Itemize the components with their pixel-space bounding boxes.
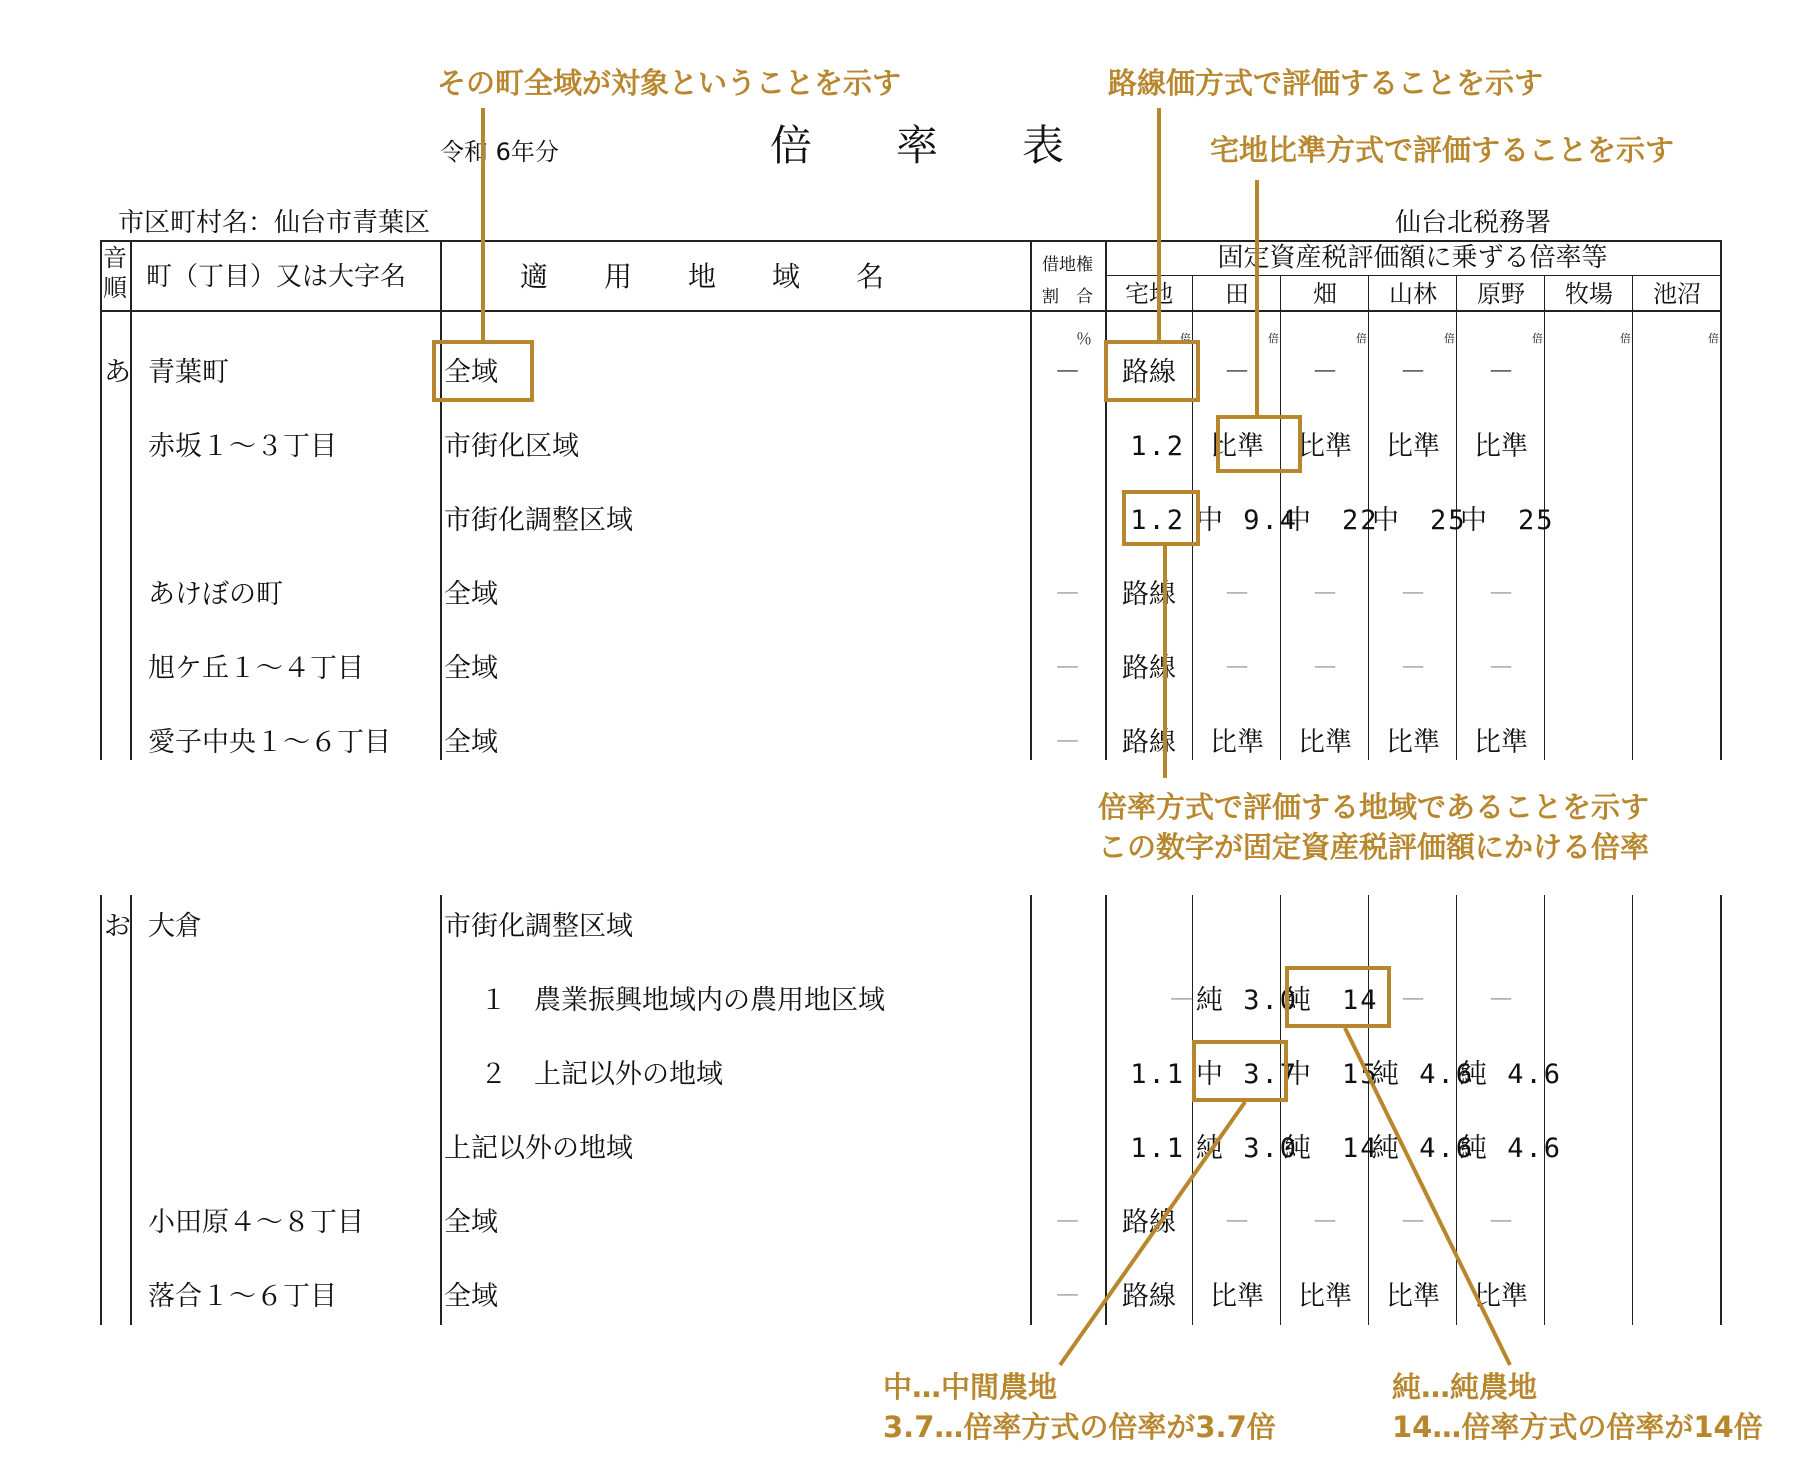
takuchi-value: 路線 bbox=[1122, 1281, 1176, 1312]
unit-bai: 倍 bbox=[1268, 332, 1279, 345]
hata-value: 純 14 bbox=[1284, 985, 1379, 1016]
sanrin-value: － bbox=[1399, 985, 1427, 1016]
unit-bai: 倍 bbox=[1532, 332, 1543, 345]
area-name: 市街化調整区域 bbox=[444, 505, 633, 536]
town-name: 旭ケ丘１～４丁目 bbox=[148, 653, 364, 684]
sanrin-value: 比準 bbox=[1386, 1281, 1440, 1312]
genya-value: － bbox=[1487, 1207, 1515, 1238]
leasehold-value: － bbox=[1054, 1207, 1081, 1238]
header-multiplier-group: 固定資産税評価額に乗ずる倍率等 bbox=[1217, 243, 1608, 273]
header-area: 適 用 地 域 名 bbox=[520, 260, 885, 293]
unit-bai: 倍 bbox=[1180, 332, 1191, 345]
area-name: １ 農業振興地域内の農用地区域 bbox=[480, 985, 885, 1016]
area-name: 全域 bbox=[444, 1281, 498, 1312]
annotation-rosen: 路線価方式で評価することを示す bbox=[1108, 66, 1544, 100]
sanrin-value: 中 25 bbox=[1372, 505, 1467, 536]
area-name: 上記以外の地域 bbox=[444, 1133, 633, 1164]
unit-bai: 倍 bbox=[1356, 332, 1367, 345]
leader-line-chu bbox=[1060, 1102, 1245, 1365]
header-bokujo: 牧場 bbox=[1565, 280, 1613, 308]
genya-value: 比準 bbox=[1474, 727, 1528, 758]
unit-bai: 倍 bbox=[1444, 332, 1455, 345]
sanrin-value: － bbox=[1399, 579, 1427, 610]
hata-value: － bbox=[1311, 579, 1339, 610]
annotation-jun-line1: 純…純農地 bbox=[1392, 1370, 1538, 1404]
sanrin-value: － bbox=[1399, 653, 1427, 684]
leasehold-value: － bbox=[1054, 727, 1081, 758]
takuchi-value: 路線 bbox=[1122, 1207, 1176, 1238]
hata-value: 比準 bbox=[1298, 431, 1352, 462]
genya-value: 比準 bbox=[1474, 431, 1528, 462]
header-genya: 原野 bbox=[1477, 280, 1525, 308]
genya-value: 純 4.6 bbox=[1460, 1133, 1563, 1164]
ta-value: 純 3.0 bbox=[1196, 1133, 1299, 1164]
ta-value: － bbox=[1223, 1207, 1251, 1238]
genya-value: 純 4.6 bbox=[1460, 1059, 1563, 1090]
ta-value: － bbox=[1223, 653, 1251, 684]
town-name: 大倉 bbox=[148, 911, 202, 942]
town-name: 落合１～６丁目 bbox=[148, 1281, 337, 1312]
leasehold-value: － bbox=[1054, 653, 1081, 684]
sanrin-value: 純 4.6 bbox=[1372, 1133, 1475, 1164]
sanrin-value: － bbox=[1399, 1207, 1427, 1238]
genya-value: － bbox=[1487, 579, 1515, 610]
header-leasehold-top: 借地権 bbox=[1042, 255, 1093, 275]
header-chisho: 池沼 bbox=[1653, 280, 1701, 308]
kana-index: お bbox=[104, 911, 131, 942]
sanrin-value: 比準 bbox=[1386, 727, 1440, 758]
genya-value: 中 25 bbox=[1460, 505, 1555, 536]
leader-line-jun bbox=[1345, 1028, 1510, 1365]
genya-value: 比準 bbox=[1474, 1281, 1528, 1312]
area-name: 全域 bbox=[444, 1207, 498, 1238]
ta-value: 中 9.4 bbox=[1196, 505, 1299, 536]
hata-value: － bbox=[1311, 1207, 1339, 1238]
tax-office-label: 仙台北税務署 bbox=[1395, 208, 1552, 238]
leasehold-value: － bbox=[1054, 1281, 1081, 1312]
area-name: 全域 bbox=[444, 579, 498, 610]
takuchi-value: 1.1 bbox=[1130, 1059, 1185, 1090]
hata-value: 中 22 bbox=[1284, 505, 1379, 536]
annotation-bairitsu-line1: 倍率方式で評価する地域であることを示す bbox=[1098, 790, 1650, 824]
header-order-bottom: 順 bbox=[103, 274, 127, 302]
ta-value: 比準 bbox=[1210, 431, 1264, 462]
genya-value: － bbox=[1487, 985, 1515, 1016]
area-name: 市街化区域 bbox=[444, 431, 579, 462]
header-town: 町（丁目）又は大字名 bbox=[146, 262, 407, 292]
kana-index: あ bbox=[104, 357, 131, 388]
header-takuchi: 宅地 bbox=[1125, 280, 1173, 308]
town-name: あけぼの町 bbox=[148, 579, 283, 610]
takuchi-value: 路線 bbox=[1122, 653, 1176, 684]
unit-bai: 倍 bbox=[1620, 332, 1631, 345]
area-name: 市街化調整区域 bbox=[444, 911, 633, 942]
header-leasehold-bottom: 割 合 bbox=[1042, 287, 1093, 307]
area-name: ２ 上記以外の地域 bbox=[480, 1059, 723, 1090]
hata-value: 比準 bbox=[1298, 727, 1352, 758]
genya-value: － bbox=[1487, 653, 1515, 684]
hata-value: － bbox=[1311, 653, 1339, 684]
municipality-label: 市区町村名：仙台市青葉区 bbox=[118, 208, 431, 238]
annotation-whole-area: その町全域が対象ということを示す bbox=[437, 66, 902, 100]
page-title: 倍 率 表 bbox=[770, 121, 1065, 170]
annotation-jun-line2: 14…倍率方式の倍率が14倍 bbox=[1392, 1410, 1763, 1444]
takuchi-value: 1.2 bbox=[1130, 431, 1185, 462]
ta-value: 中 3.7 bbox=[1196, 1059, 1299, 1090]
annotation-bairitsu-line2: この数字が固定資産税評価額にかける倍率 bbox=[1098, 830, 1650, 864]
hata-value: 比準 bbox=[1298, 1281, 1352, 1312]
leasehold-value: － bbox=[1054, 357, 1081, 388]
hata-value: － bbox=[1311, 357, 1339, 388]
leasehold-value: － bbox=[1054, 579, 1081, 610]
takuchi-value: 1.2 bbox=[1130, 505, 1185, 536]
town-name: 小田原４～８丁目 bbox=[148, 1207, 364, 1238]
ta-value: － bbox=[1223, 357, 1251, 388]
town-name: 青葉町 bbox=[148, 357, 229, 388]
genya-value: － bbox=[1487, 357, 1515, 388]
takuchi-value: 1.1 bbox=[1130, 1133, 1185, 1164]
town-name: 赤坂１～３丁目 bbox=[148, 431, 337, 462]
unit-percent: ％ bbox=[1076, 329, 1093, 348]
area-name: 全域 bbox=[444, 727, 498, 758]
annotation-hijun: 宅地比準方式で評価することを示す bbox=[1210, 133, 1675, 167]
annotation-chu-line1: 中…中間農地 bbox=[883, 1370, 1058, 1404]
hata-value: 純 14 bbox=[1284, 1133, 1379, 1164]
unit-bai: 倍 bbox=[1708, 332, 1719, 345]
area-name: 全域 bbox=[444, 653, 498, 684]
takuchi-value: － bbox=[1168, 985, 1195, 1016]
sanrin-value: － bbox=[1399, 357, 1427, 388]
ta-value: － bbox=[1223, 579, 1251, 610]
takuchi-value: 路線 bbox=[1122, 727, 1176, 758]
header-order-top: 音 bbox=[103, 244, 127, 272]
header-hata: 畑 bbox=[1313, 280, 1337, 308]
takuchi-value: 路線 bbox=[1122, 579, 1176, 610]
hata-value: 中 15 bbox=[1284, 1059, 1379, 1090]
annotation-chu-line2: 3.7…倍率方式の倍率が3.7倍 bbox=[883, 1410, 1276, 1444]
ta-value: 比準 bbox=[1210, 1281, 1264, 1312]
town-name: 愛子中央１～６丁目 bbox=[148, 727, 391, 758]
sanrin-value: 純 4.6 bbox=[1372, 1059, 1475, 1090]
year-label: 令和 6年分 bbox=[440, 138, 559, 166]
area-name: 全域 bbox=[444, 357, 498, 388]
takuchi-value: 路線 bbox=[1122, 357, 1176, 388]
sanrin-value: 比準 bbox=[1386, 431, 1440, 462]
ta-value: 比準 bbox=[1210, 727, 1264, 758]
ta-value: 純 3.0 bbox=[1196, 985, 1299, 1016]
header-ta: 田 bbox=[1225, 280, 1249, 308]
header-sanrin: 山林 bbox=[1389, 280, 1437, 308]
